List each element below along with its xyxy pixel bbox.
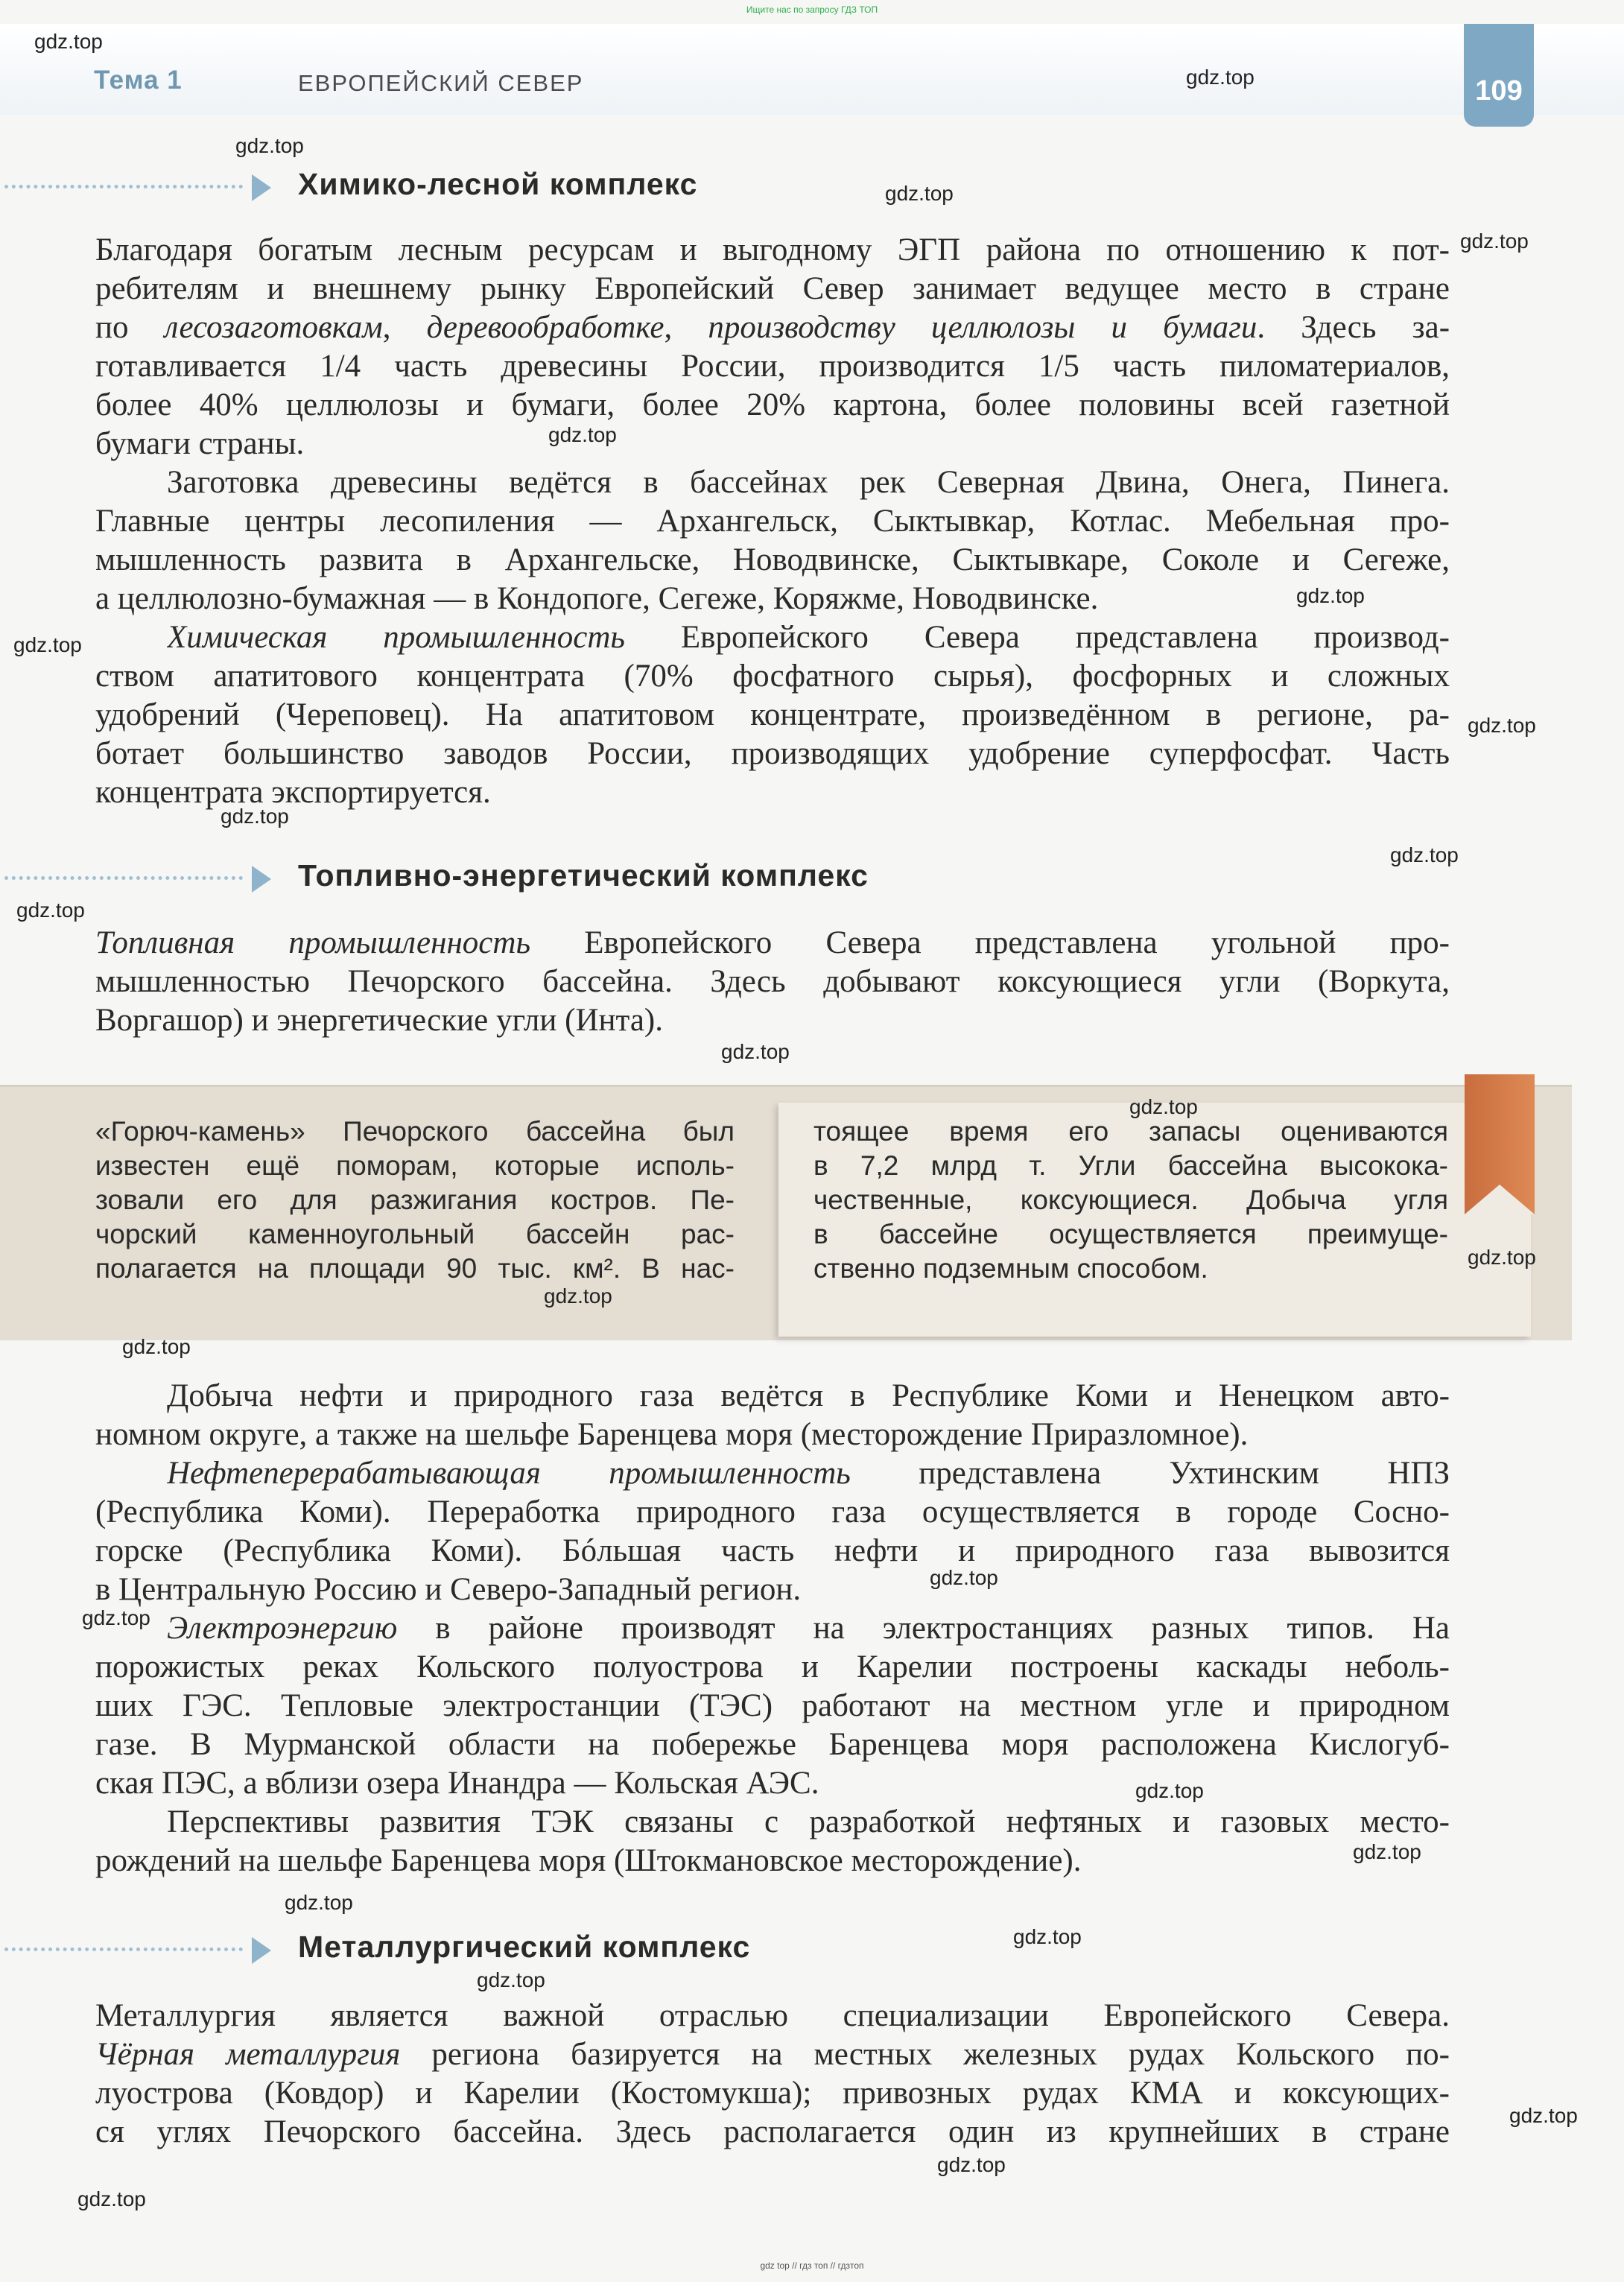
watermark: gdz.top: [1468, 714, 1536, 737]
text-line: готавливается 1/4 часть древесины России, производится 1/5 часть пиломатериалов,: [95, 349, 1450, 384]
watermark: gdz.top: [285, 1891, 353, 1914]
text-line: Главные центры лесопиления — Архангельск, Сыктывкар, Котлас. Мебельная про-: [95, 504, 1450, 539]
heading-text: Топливно-энергетический комплекс: [298, 858, 869, 893]
heading-arrow-icon: [252, 866, 271, 893]
text-line: мышленностью Печорского бассейна. Здесь добывают коксующиеся угли (Воркута,: [95, 964, 1450, 999]
text-line: Топливная промышленность Европейского Севера представлена угольной про-: [95, 925, 1450, 960]
page-number-tab: [1464, 24, 1534, 127]
text-line: ших ГЭС. Тепловые электростанции (ТЭС) работают на местном угле и природном: [95, 1688, 1450, 1723]
text-line: ская ПЭС, а вблизи озера Инандра — Кольская АЭС.: [95, 1766, 819, 1801]
callout-line: ственно подземным способом.: [813, 1253, 1208, 1284]
text-line: Металлургия является важной отраслью специализации Европейского Севера.: [95, 1998, 1450, 2033]
text-line: ребителям и внешнему рынку Европейский Север занимает ведущее место в стране: [95, 271, 1450, 306]
watermark: gdz.top: [1460, 229, 1529, 253]
watermark: gdz.top: [13, 633, 82, 656]
watermark: gdz.top: [1509, 2104, 1578, 2127]
callout-line: тоящее время его запасы оцениваются: [813, 1116, 1448, 1147]
top-note: Ищите нас по запросу ГДЗ ТОП: [746, 4, 878, 15]
watermark: gdz.top: [34, 30, 103, 53]
dotted-line: [4, 1947, 243, 1951]
text-line: мышленность развита в Архангельске, Новодвинске, Сыктывкаре, Соколе и Сегеже,: [95, 542, 1450, 577]
watermark: gdz.top: [544, 1284, 612, 1308]
callout-line: зовали его для разжигания костров. Пе-: [95, 1185, 735, 1215]
text-line: (Республика Коми). Переработка природного газа осуществляется в городе Сосно-: [95, 1495, 1450, 1530]
heading-fuel-energy: [0, 855, 968, 900]
watermark: gdz.top: [477, 1968, 545, 1991]
heading-text: Металлургический комплекс: [298, 1930, 751, 1964]
watermark: gdz.top: [235, 134, 304, 157]
heading-chem-forest: [0, 164, 968, 209]
text-line: Благодаря богатым лесным ресурсам и выгодному ЭГП района по отношению к пот-: [95, 232, 1450, 267]
page-header: [0, 24, 1624, 115]
watermark: gdz.top: [122, 1335, 191, 1358]
text-line: Заготовка древесины ведётся в бассейнах рек Северная Двина, Онега, Пинега.: [167, 465, 1450, 500]
watermark: gdz.top: [1186, 66, 1255, 89]
watermark: gdz.top: [937, 2153, 1006, 2176]
dotted-line: [4, 185, 243, 188]
text-line: ся углях Печорского бассейна. Здесь располагается один из крупнейших в стране: [95, 2114, 1450, 2149]
text-line: Перспективы развития ТЭК связаны с разработкой нефтяных и газовых место-: [167, 1804, 1450, 1839]
bookmark-ribbon: [1465, 1074, 1535, 1214]
text-line: в Центральную Россию и Северо-Западный регион.: [95, 1572, 802, 1607]
section-title: ЕВРОПЕЙСКИЙ СЕВЕР: [298, 70, 584, 96]
callout-line: чественные, коксующиеся. Добыча угля: [813, 1185, 1448, 1215]
text-line: номном округе, а также на шельфе Баренцева моря (месторождение Приразломное).: [95, 1417, 1249, 1452]
text-line: а целлюлозно-бумажная — в Кондопоге, Сегеже, Коряжме, Новодвинске.: [95, 581, 1099, 616]
text-line: по лесозаготовкам, деревообработке, производству целлюлозы и бумаги. Здесь за-: [95, 310, 1450, 345]
watermark: gdz.top: [1013, 1925, 1082, 1948]
text-line: бумаги страны.: [95, 426, 305, 461]
watermark: gdz.top: [721, 1040, 790, 1063]
text-line: ботает большинство заводов России, производящих удобрение суперфосфат. Часть: [95, 736, 1450, 771]
callout-line: полагается на площади 90 тыс. км². В нас-: [95, 1253, 735, 1284]
heading-metallurgy: [0, 1927, 968, 1971]
text-line: рождений на шельфе Баренцева моря (Штокмановское месторождение).: [95, 1843, 1082, 1878]
topic-label: Тема 1: [94, 66, 183, 95]
callout-line: чорский каменноугольный бассейн рас-: [95, 1219, 735, 1249]
watermark: gdz.top: [1353, 1840, 1421, 1863]
watermark: gdz.top: [548, 423, 617, 446]
text-line: Воргашор) и энергетические угли (Инта).: [95, 1003, 663, 1038]
text-line: Электроэнергию в районе производят на электростанциях разных типов. На: [167, 1611, 1450, 1646]
text-line: ством апатитового концентрата (70% фосфатного сырья), фосфорных и сложных: [95, 659, 1450, 694]
watermark: gdz.top: [16, 898, 85, 922]
heading-arrow-icon: [252, 1937, 271, 1964]
heading-text: Химико-лесной комплекс: [298, 167, 698, 201]
text-line: концентрата экспортируется.: [95, 775, 491, 810]
watermark: gdz.top: [1129, 1095, 1198, 1118]
text-line: порожистых реках Кольского полуострова и Карелии построены каскады неболь-: [95, 1649, 1450, 1684]
text-line: более 40% целлюлозы и бумаги, более 20% картона, более половины всей газетной: [95, 387, 1450, 422]
text-line: газе. В Мурманской области на побережье Баренцева моря расположена Кислогуб-: [95, 1727, 1450, 1762]
text-line: луострова (Ковдор) и Карелии (Костомукша); привозных рудах КМА и коксующих-: [95, 2076, 1450, 2111]
watermark: gdz.top: [77, 2187, 146, 2210]
text-line: удобрений (Череповец). На апатитовом концентрате, произведённом в регионе, ра-: [95, 697, 1450, 732]
watermark: gdz.top: [221, 805, 289, 828]
watermark: gdz.top: [1468, 1246, 1536, 1269]
heading-arrow-icon: [252, 174, 271, 201]
watermark: gdz.top: [1296, 584, 1365, 607]
text-line: Нефтеперерабатывающая промышленность представлена Ухтинским НПЗ: [167, 1456, 1450, 1491]
watermark: gdz.top: [930, 1566, 998, 1589]
bottom-note: gdz top // гдз топ // гдзтоп: [760, 2260, 864, 2271]
page-number: 109: [1475, 75, 1523, 107]
watermark: gdz.top: [1390, 843, 1459, 866]
watermark: gdz.top: [1135, 1779, 1204, 1802]
text-line: Химическая промышленность Европейского Севера представлена производ-: [167, 620, 1450, 655]
text-line: горске (Республика Коми). Бóльшая часть нефти и природного газа вывозится: [95, 1533, 1450, 1568]
callout-line: в 7,2 млрд т. Угли бассейна высокока-: [813, 1150, 1448, 1181]
text-line: Добыча нефти и природного газа ведётся в Республике Коми и Ненецком авто-: [167, 1378, 1450, 1413]
text-line: Чёрная металлургия региона базируется на местных железных рудах Кольского по-: [95, 2037, 1450, 2072]
watermark: gdz.top: [82, 1606, 150, 1629]
callout-line: в бассейне осуществляется преимуще-: [813, 1219, 1448, 1249]
callout-line: «Горюч-камень» Печорского бассейна был: [95, 1116, 735, 1147]
watermark: gdz.top: [885, 182, 954, 205]
dotted-line: [4, 876, 243, 880]
callout-line: известен ещё поморам, которые исполь-: [95, 1150, 735, 1181]
